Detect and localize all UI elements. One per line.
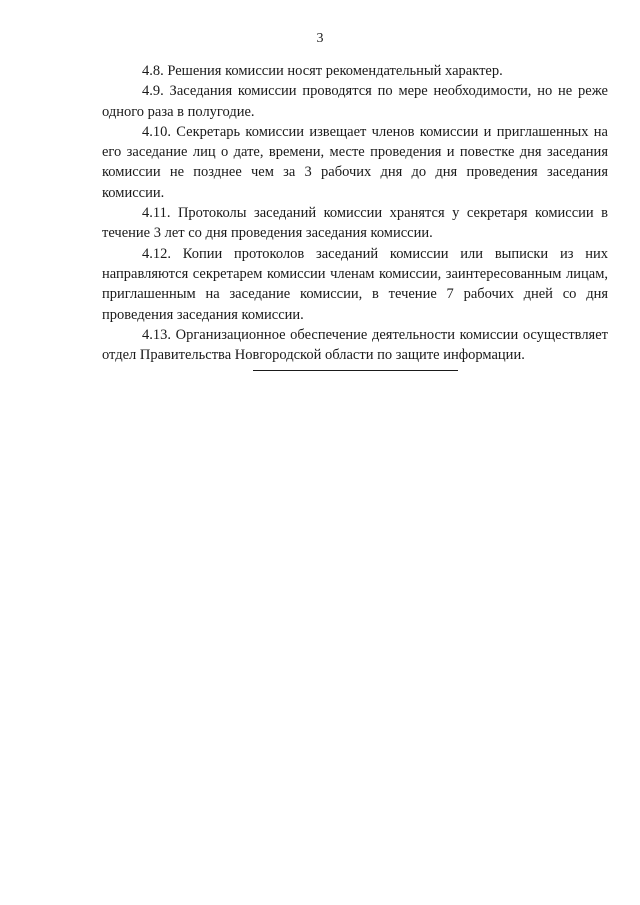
paragraph-4-11: 4.11. Протоколы заседаний комиссии хранятся у секретаря комиссии в течение 3 лет со дня проведения заседания комиссии. bbox=[102, 205, 608, 242]
paragraph-4-8: 4.8. Решения комиссии носят рекомендательный характер. bbox=[142, 63, 503, 79]
closing-divider bbox=[253, 370, 458, 371]
page-number: 3 bbox=[316, 31, 324, 46]
paragraph-4-10: 4.10. Секретарь комиссии извещает членов комиссии и приглашенных на его заседание лиц о дате, времени, месте проведения и повестке дня заседания комиссии не позднее чем за 3 рабочих дня до дня проведения заседания комиссии. bbox=[102, 123, 608, 201]
paragraph-4-9: 4.9. Заседания комиссии проводятся по мере необходимости, но не реже одного раза в полугодие. bbox=[102, 83, 608, 120]
paragraph-4-13: 4.13. Организационное обеспечение деятельности комиссии осуществляет отдел Правительства Новгородской области по защите информации. bbox=[102, 326, 608, 364]
paragraph-4-12: 4.12. Копии протоколов заседаний комиссии или выписки из них направляются секретарем комиссии членам комиссии, заинтересованным лицам, приглашенным на заседание комиссии, в течение 7 рабочих дней со дня проведения заседания комиссии. bbox=[102, 245, 608, 323]
document-body bbox=[102, 61, 608, 365]
